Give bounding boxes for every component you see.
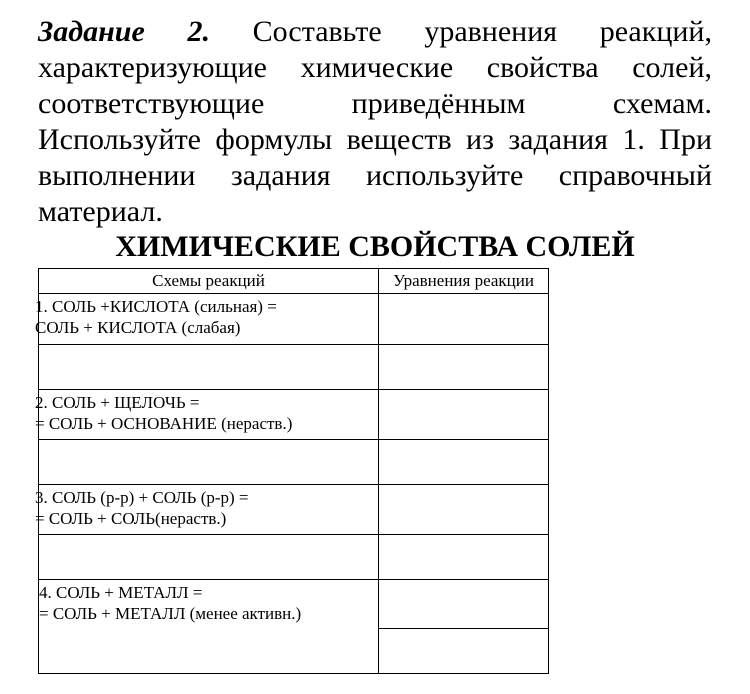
- equation-cell[interactable]: [379, 345, 549, 390]
- empty-scheme-cell: [39, 440, 379, 485]
- reactions-table: [35, 268, 549, 674]
- scheme-cell-4: [39, 580, 379, 674]
- task-text: Составьте уравнения реакций, характеризующие химические свойства солей, соответствующие приведённым схемам. Используйте формулы веществ из задания 1. При выполнении задания используйте справочный материал.: [38, 15, 712, 228]
- scheme-cell-3: [35, 485, 379, 535]
- table-row: [39, 485, 549, 535]
- equation-cell[interactable]: [379, 390, 549, 440]
- table-row: [39, 535, 549, 580]
- scheme-cell-2: [35, 390, 379, 440]
- task-label: Задание 2.: [38, 15, 210, 48]
- page-title: ХИМИЧЕСКИЕ СВОЙСТВА СОЛЕЙ: [115, 230, 635, 263]
- table-row: [39, 580, 549, 629]
- table-row: [39, 345, 549, 390]
- scheme-1-line2: СОЛЬ + КИСЛОТА (слабая): [35, 318, 241, 337]
- empty-scheme-cell: [39, 345, 379, 390]
- empty-scheme-cell: [39, 535, 379, 580]
- table-header-row: [39, 269, 549, 294]
- header-schemes: Схемы реакций: [39, 269, 379, 294]
- scheme-1-line1: 1. СОЛЬ +КИСЛОТА (сильная) =: [35, 297, 277, 316]
- scheme-3-line1: 3. СОЛЬ (р-р) + СОЛЬ (р-р) =: [35, 488, 249, 507]
- equation-cell[interactable]: [379, 580, 549, 629]
- scheme-2-line1: 2. СОЛЬ + ЩЕЛОЧЬ =: [35, 393, 200, 412]
- scheme-4-line2: = СОЛЬ + МЕТАЛЛ (менее активн.): [39, 604, 302, 623]
- scheme-3-line2: = СОЛЬ + СОЛЬ(нераств.): [35, 509, 227, 528]
- scheme-4-line1: 4. СОЛЬ + МЕТАЛЛ =: [39, 583, 203, 602]
- table-row: [39, 390, 549, 440]
- equation-cell[interactable]: [379, 294, 549, 345]
- scheme-cell-1: [35, 294, 379, 345]
- equation-cell[interactable]: [379, 629, 549, 674]
- task-paragraph: [38, 14, 712, 230]
- header-equations: Уравнения реакции: [379, 269, 549, 294]
- scheme-2-line2: = СОЛЬ + ОСНОВАНИЕ (нераств.): [35, 414, 293, 433]
- equation-cell[interactable]: [379, 535, 549, 580]
- equation-cell[interactable]: [379, 440, 549, 485]
- table-row: [39, 294, 549, 345]
- equation-cell[interactable]: [379, 485, 549, 535]
- table-row: [39, 440, 549, 485]
